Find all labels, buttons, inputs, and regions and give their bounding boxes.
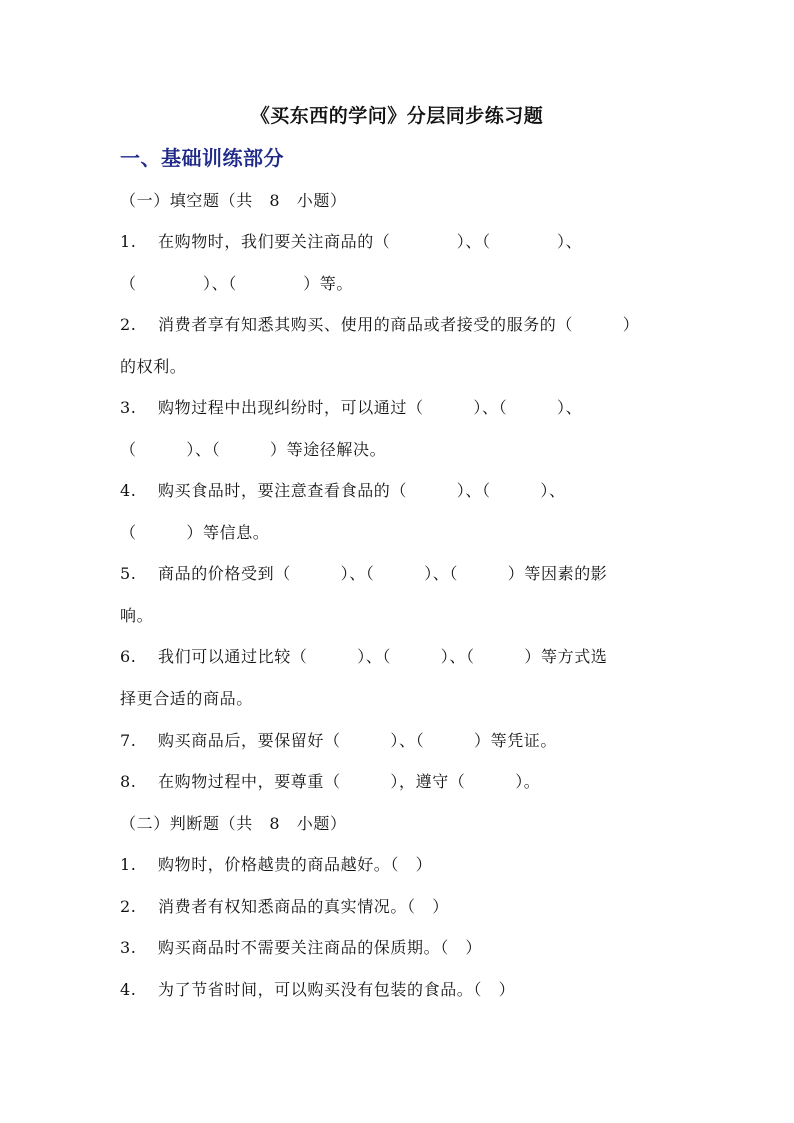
- fill-question-2: [120, 314, 680, 336]
- fill-question-4: [120, 480, 680, 502]
- question-text: 购买商品时不需要关注商品的保质期。（ ）: [158, 938, 483, 957]
- question-number: 1.: [120, 232, 137, 251]
- fill-question-3: [120, 397, 680, 419]
- question-text: （ ）、（ ）等。: [120, 274, 354, 293]
- question-number: 4.: [120, 481, 137, 500]
- question-text: （ ）、（ ）等途径解决。: [120, 440, 387, 459]
- section-heading-basic: 一、基础训练部分: [120, 146, 284, 170]
- judge-question-4: [120, 979, 680, 1001]
- question-text: （ ）等信息。: [120, 523, 270, 542]
- judge-section-header: （二）判断题（共 8 小题）: [120, 814, 347, 833]
- fill-question-1: [120, 231, 680, 253]
- question-text: 我们可以通过比较（ ）、（ ）、（ ）等方式选: [158, 647, 608, 666]
- question-number: 2.: [120, 315, 137, 334]
- fill-question-2-cont: [120, 356, 680, 378]
- fill-question-8: [120, 771, 680, 793]
- question-number: 3.: [120, 938, 137, 957]
- fill-section-header: （一）填空题（共 8 小题）: [120, 191, 347, 210]
- question-number: 1.: [120, 855, 137, 874]
- question-number: 3.: [120, 398, 137, 417]
- question-text: 购物过程中出现纠纷时，可以通过（ ）、（ ）、: [158, 398, 583, 417]
- question-text: 消费者享有知悉其购买、使用的商品或者接受的服务的（ ）: [158, 315, 640, 334]
- question-number: 2.: [120, 897, 137, 916]
- judge-question-3: [120, 937, 680, 959]
- question-number: 6.: [120, 647, 137, 666]
- question-text: 为了节省时间，可以购买没有包装的食品。（ ）: [158, 980, 516, 999]
- judge-question-2: [120, 896, 680, 918]
- fill-question-1-cont: [120, 273, 680, 295]
- fill-question-7: [120, 730, 680, 752]
- question-text: 购物时，价格越贵的商品越好。（ ）: [158, 855, 433, 874]
- question-text: 购买食品时，要注意查看食品的（ ）、（ ）、: [158, 481, 566, 500]
- question-text: 在购物过程中，要尊重（ ），遵守（ ）。: [158, 772, 541, 791]
- fill-question-3-cont: [120, 439, 680, 461]
- fill-question-5: [120, 563, 680, 585]
- question-text: 在购物时，我们要关注商品的（ ）、（ ）、: [158, 232, 583, 251]
- question-text: 消费者有权知悉商品的真实情况。（ ）: [158, 897, 449, 916]
- fill-question-6: [120, 646, 680, 668]
- fill-question-5-cont: [120, 605, 680, 627]
- question-text: 商品的价格受到（ ）、（ ）、（ ）等因素的影: [158, 564, 608, 583]
- fill-question-4-cont: [120, 522, 680, 544]
- question-number: 4.: [120, 980, 137, 999]
- question-text: 响。: [120, 606, 154, 625]
- question-text: 购买商品后，要保留好（ ）、（ ）等凭证。: [158, 731, 558, 750]
- question-text: 择更合适的商品。: [120, 689, 253, 708]
- question-number: 5.: [120, 564, 137, 583]
- judge-question-1: [120, 854, 680, 876]
- question-number: 7.: [120, 731, 137, 750]
- fill-question-6-cont: [120, 688, 680, 710]
- page-title: 《买东西的学问》分层同步练习题: [250, 105, 544, 127]
- question-number: 8.: [120, 772, 137, 791]
- question-text: 的权利。: [120, 357, 187, 376]
